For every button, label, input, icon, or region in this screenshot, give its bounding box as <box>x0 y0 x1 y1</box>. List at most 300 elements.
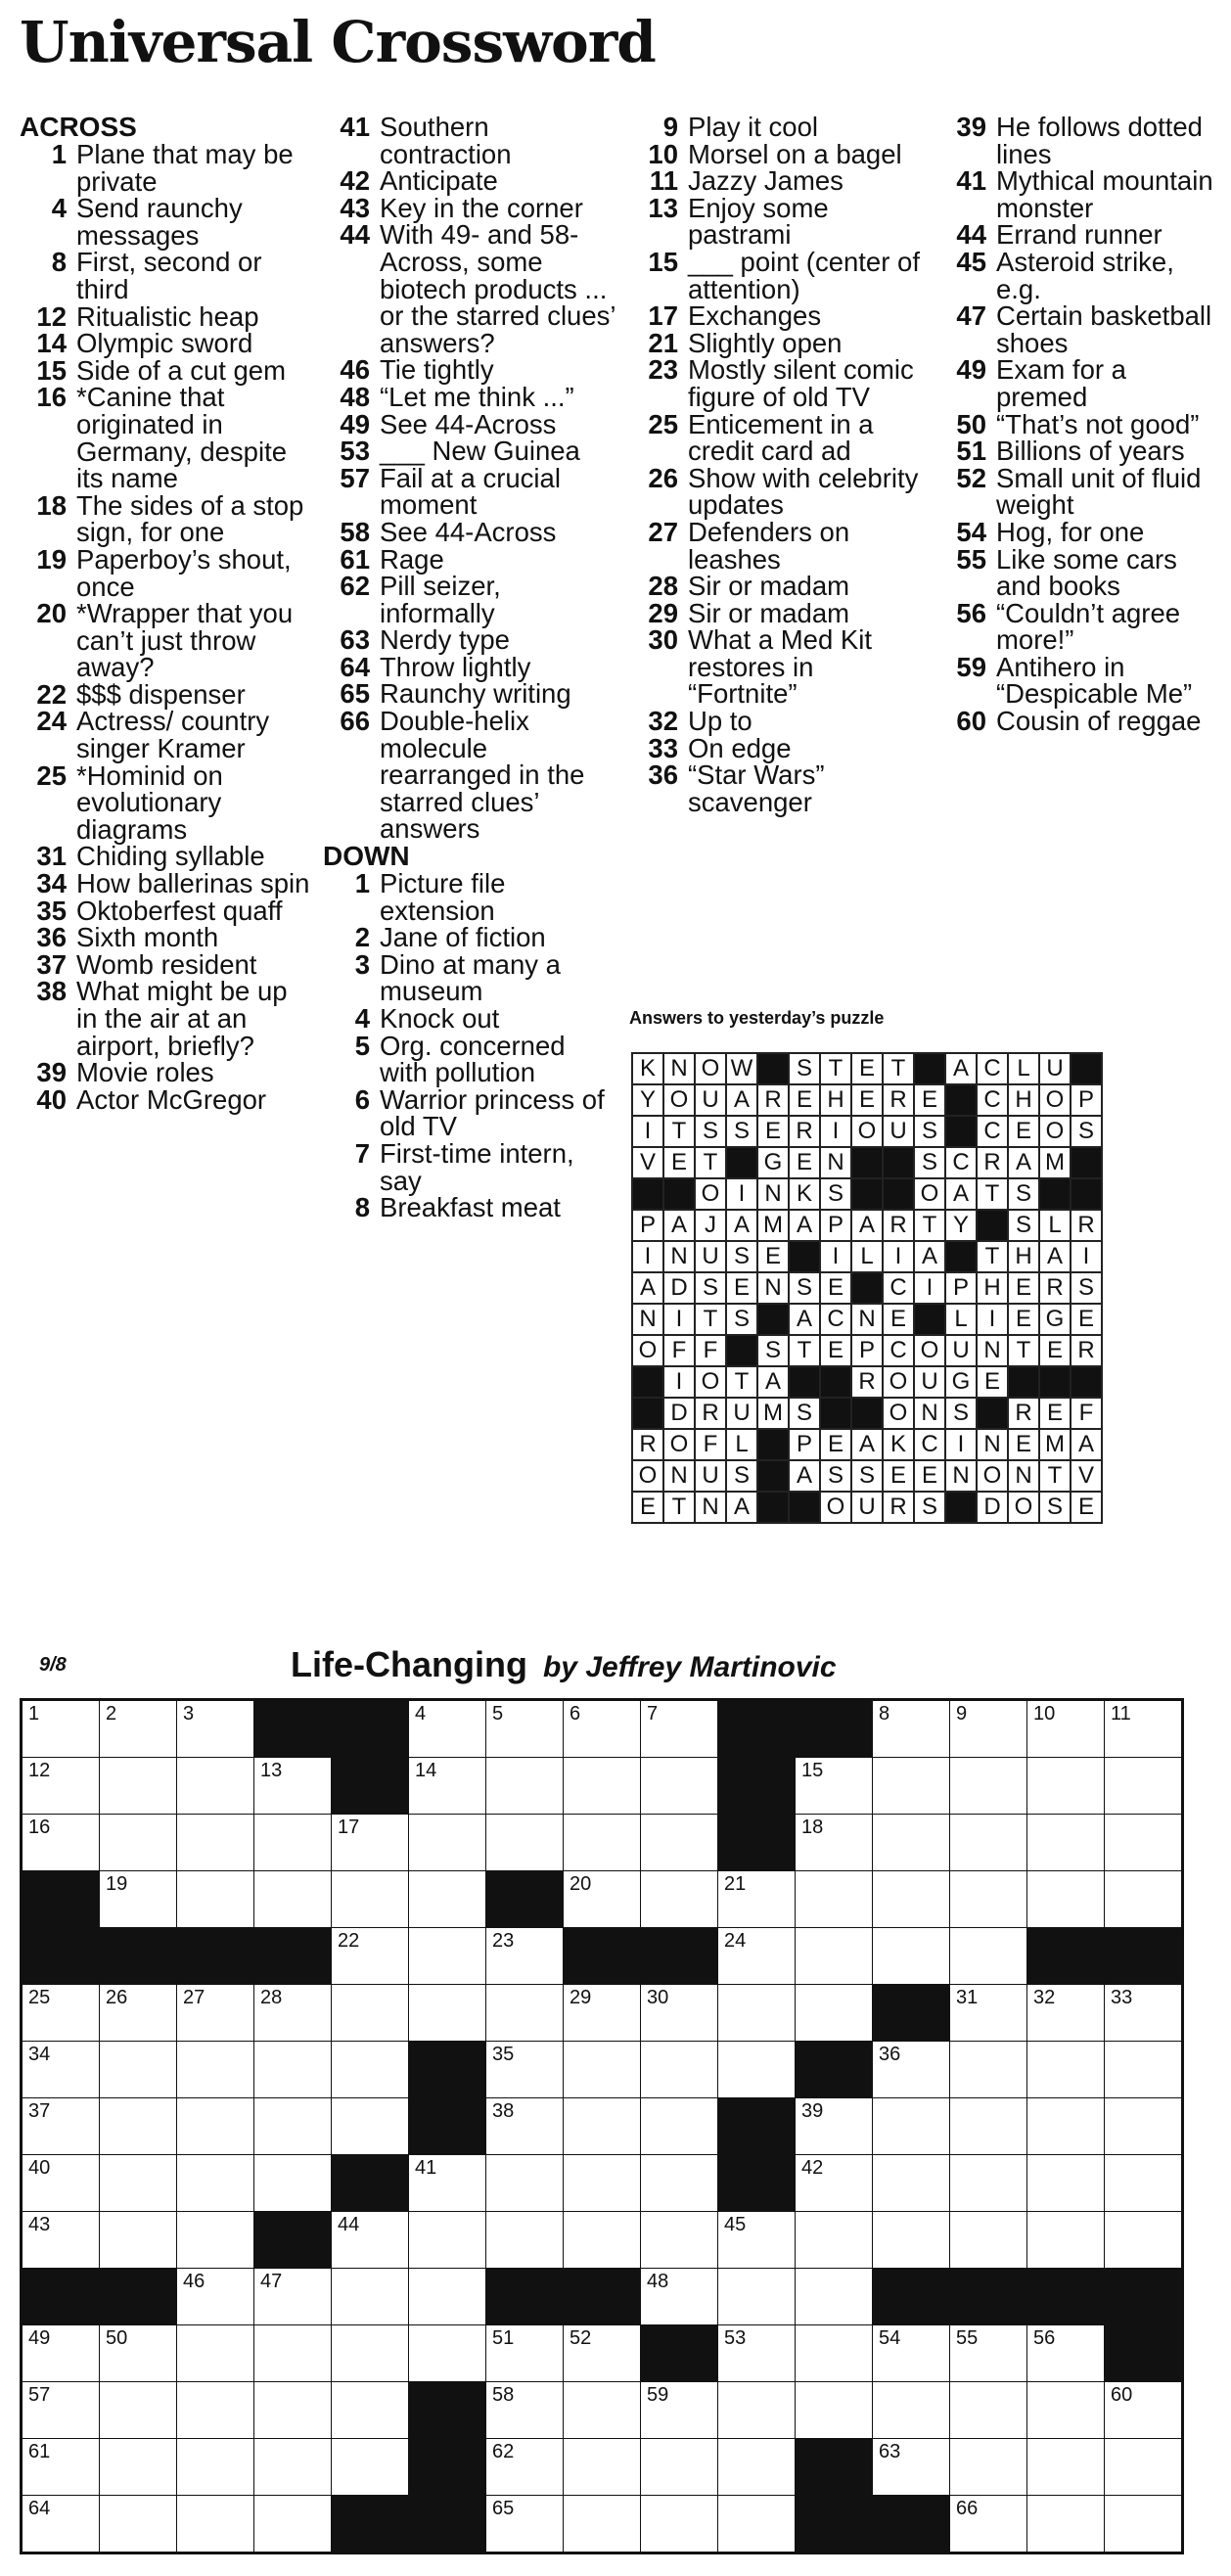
answer-black-square <box>945 1116 977 1147</box>
grid-cell[interactable] <box>177 2269 254 2325</box>
clue-number: 61 <box>340 543 370 575</box>
clue-number: 59 <box>956 651 986 682</box>
grid-cell[interactable] <box>1105 2155 1183 2212</box>
grid-cell[interactable] <box>486 1815 564 1871</box>
answer-letter-cell: A <box>663 1210 695 1241</box>
clue-number: 30 <box>648 624 678 656</box>
down-clue <box>631 626 925 708</box>
grid-cell[interactable] <box>1027 2098 1105 2155</box>
grid-cell[interactable] <box>950 2098 1027 2155</box>
grid-cell[interactable] <box>1027 2439 1105 2496</box>
grid-cell[interactable] <box>796 1871 873 1928</box>
grid-cell[interactable] <box>950 1758 1027 1815</box>
grid-cell[interactable] <box>718 2212 796 2269</box>
grid-cell[interactable] <box>332 2098 409 2155</box>
grid-cell[interactable] <box>100 2325 177 2382</box>
grid-cell[interactable] <box>873 2042 950 2098</box>
grid-cell[interactable] <box>718 2382 796 2439</box>
grid-cell[interactable] <box>641 2155 718 2212</box>
grid-cell[interactable] <box>100 1985 177 2042</box>
grid-cell[interactable] <box>254 1815 332 1871</box>
black-square <box>177 1928 254 1985</box>
clue-text: Errand runner <box>996 219 1163 251</box>
grid-cell[interactable] <box>564 1700 641 1758</box>
grid-cell[interactable] <box>641 2212 718 2269</box>
grid-cell[interactable] <box>486 2042 564 2098</box>
grid-cell[interactable] <box>1105 2212 1183 2269</box>
answer-black-square <box>820 1366 851 1398</box>
grid-cell[interactable] <box>254 2382 332 2439</box>
grid-cell[interactable] <box>796 2212 873 2269</box>
clue-number: 35 <box>36 895 67 926</box>
answer-letter-cell: P <box>851 1335 883 1366</box>
grid-cell[interactable] <box>796 1928 873 1985</box>
grid-cell[interactable] <box>873 1815 950 1871</box>
clue-text: Nerdy type <box>380 624 510 656</box>
across-clue <box>323 651 616 682</box>
grid-cell[interactable] <box>100 2098 177 2155</box>
grid-cell[interactable] <box>1027 2042 1105 2098</box>
grid-cell[interactable] <box>718 2325 796 2382</box>
grid-cell[interactable] <box>641 1700 718 1758</box>
answer-letter-cell: I <box>632 1116 663 1147</box>
grid-cell[interactable] <box>1027 1700 1105 1758</box>
down-clue <box>939 651 1223 710</box>
grid-cell[interactable] <box>873 2098 950 2155</box>
answer-letter-cell: A <box>1039 1241 1071 1272</box>
grid-cell[interactable] <box>486 2382 564 2439</box>
grid-cell[interactable] <box>332 1871 409 1928</box>
grid-cell[interactable] <box>409 2269 486 2325</box>
across-clue <box>323 381 616 412</box>
grid-cell[interactable] <box>100 2155 177 2212</box>
down-clue <box>631 327 925 358</box>
grid-cell[interactable] <box>796 1758 873 1815</box>
grid-cell[interactable] <box>22 2098 100 2155</box>
grid-cell[interactable] <box>100 2212 177 2269</box>
grid-cell[interactable] <box>718 1985 796 2042</box>
grid-cell[interactable] <box>254 2269 332 2325</box>
grid-cell[interactable] <box>254 2325 332 2382</box>
grid-cell[interactable] <box>177 1758 254 1815</box>
grid-cell[interactable] <box>254 2439 332 2496</box>
grid-cell[interactable] <box>641 2269 718 2325</box>
grid-cell[interactable] <box>486 1985 564 2042</box>
grid-cell[interactable] <box>873 1871 950 1928</box>
grid-cell[interactable] <box>100 2439 177 2496</box>
grid-cell[interactable] <box>1027 1985 1105 2042</box>
answer-letter-cell: G <box>1039 1304 1071 1335</box>
cell-number: 7 <box>647 1703 659 1725</box>
grid-cell[interactable] <box>796 2382 873 2439</box>
clue-number: 17 <box>648 300 678 332</box>
clue-text: Jane of fiction <box>380 922 546 953</box>
grid-cell[interactable] <box>409 1758 486 1815</box>
across-clue <box>20 1059 313 1086</box>
grid-cell[interactable] <box>718 2042 796 2098</box>
grid-cell[interactable] <box>486 2496 564 2553</box>
grid-cell[interactable] <box>254 2098 332 2155</box>
black-square <box>1105 2269 1183 2325</box>
grid-cell[interactable] <box>641 2382 718 2439</box>
grid-cell[interactable] <box>1027 2325 1105 2382</box>
answer-letter-cell: C <box>977 1053 1008 1084</box>
grid-cell[interactable] <box>564 2155 641 2212</box>
clue-text: With 49- and 58-Across, some biotech products ... or the starred clues’ answers? <box>380 219 616 358</box>
answer-letter-cell: R <box>1071 1210 1102 1241</box>
grid-cell[interactable] <box>950 1871 1027 1928</box>
grid-cell[interactable] <box>177 1985 254 2042</box>
answer-letter-cell: I <box>945 1429 977 1460</box>
grid-cell[interactable] <box>22 2496 100 2553</box>
grid-cell[interactable] <box>641 2439 718 2496</box>
clue-number: 48 <box>340 381 370 412</box>
grid-cell[interactable] <box>332 2382 409 2439</box>
cell-number: 25 <box>28 1987 51 2008</box>
grid-cell[interactable] <box>641 2042 718 2098</box>
grid-cell[interactable] <box>22 2325 100 2382</box>
cell-number: 63 <box>879 2441 901 2462</box>
answer-letter-cell: U <box>726 1398 757 1429</box>
grid-cell[interactable] <box>409 1985 486 2042</box>
across-clue <box>323 626 616 654</box>
clue-text: Show with celebrity updates <box>688 462 919 521</box>
grid-cell[interactable] <box>409 2155 486 2212</box>
grid-cell[interactable] <box>1105 1815 1183 1871</box>
grid-cell[interactable] <box>22 2439 100 2496</box>
grid-cell[interactable] <box>22 1700 100 1758</box>
down-clue <box>939 437 1223 465</box>
answer-letter-cell: T <box>726 1366 757 1398</box>
cell-number: 43 <box>28 2214 51 2235</box>
grid-cell[interactable] <box>22 2382 100 2439</box>
grid-cell[interactable] <box>332 2269 409 2325</box>
grid-cell[interactable] <box>332 2042 409 2098</box>
grid-cell[interactable] <box>409 2325 486 2382</box>
grid-cell[interactable] <box>22 1758 100 1815</box>
grid-cell[interactable] <box>873 2155 950 2212</box>
grid-cell[interactable] <box>332 2439 409 2496</box>
black-square <box>796 2042 873 2098</box>
across-heading: ACROSS <box>20 112 137 142</box>
grid-cell[interactable] <box>1105 2098 1183 2155</box>
grid-cell[interactable] <box>409 1871 486 1928</box>
grid-cell[interactable] <box>100 1815 177 1871</box>
grid-cell[interactable] <box>254 2042 332 2098</box>
answer-letter-cell: T <box>977 1241 1008 1272</box>
grid-cell[interactable] <box>796 2155 873 2212</box>
grid-cell[interactable] <box>100 1871 177 1928</box>
answer-letter-cell: E <box>883 1304 914 1335</box>
grid-cell[interactable] <box>564 2098 641 2155</box>
grid-cell[interactable] <box>564 2042 641 2098</box>
answer-letter-cell: N <box>977 1429 1008 1460</box>
answer-letter-cell: I <box>663 1304 695 1335</box>
answer-letter-cell: T <box>663 1492 695 1523</box>
grid-cell[interactable] <box>486 2212 564 2269</box>
grid-cell[interactable] <box>177 1815 254 1871</box>
answer-letter-cell: H <box>1008 1241 1039 1272</box>
clue-text: Hog, for one <box>996 516 1145 547</box>
grid-cell[interactable] <box>1105 2382 1183 2439</box>
clue-text: Movie roles <box>76 1057 214 1088</box>
across-clue <box>323 437 616 465</box>
grid-cell[interactable] <box>254 1871 332 1928</box>
answer-letter-cell: N <box>663 1241 695 1272</box>
grid-cell[interactable] <box>1027 1871 1105 1928</box>
grid-cell[interactable] <box>564 1758 641 1815</box>
grid-cell[interactable] <box>564 2496 641 2553</box>
answer-letter-cell: A <box>757 1366 789 1398</box>
cell-number: 49 <box>28 2327 51 2349</box>
cell-number: 34 <box>28 2044 51 2065</box>
grid-cell[interactable] <box>564 2212 641 2269</box>
black-square <box>796 2496 873 2553</box>
grid-cell[interactable] <box>564 2382 641 2439</box>
grid-cell[interactable] <box>641 2098 718 2155</box>
grid-cell[interactable] <box>486 1928 564 1985</box>
black-square <box>486 1871 564 1928</box>
grid-cell[interactable] <box>718 1871 796 1928</box>
answer-letter-cell: U <box>695 1241 726 1272</box>
answer-letter-cell: O <box>914 1335 945 1366</box>
down-clue <box>631 573 925 600</box>
grid-cell[interactable] <box>950 1815 1027 1871</box>
answer-black-square <box>977 1210 1008 1241</box>
black-square <box>409 2439 486 2496</box>
clue-number: 51 <box>956 436 986 467</box>
across-clue <box>323 708 616 843</box>
grid-cell[interactable] <box>332 1985 409 2042</box>
cell-number: 41 <box>415 2157 437 2179</box>
grid-cell[interactable] <box>100 2382 177 2439</box>
grid-cell[interactable] <box>409 2212 486 2269</box>
grid-cell[interactable] <box>873 2382 950 2439</box>
answer-letter-cell: F <box>1071 1398 1102 1429</box>
grid-cell[interactable] <box>22 1985 100 2042</box>
across-clue <box>20 843 313 870</box>
black-square <box>641 2325 718 2382</box>
grid-cell[interactable] <box>641 1985 718 2042</box>
grid-cell[interactable] <box>1027 2382 1105 2439</box>
grid-cell[interactable] <box>332 2325 409 2382</box>
grid-cell[interactable] <box>950 2439 1027 2496</box>
answer-letter-cell: R <box>883 1210 914 1241</box>
grid-cell[interactable] <box>177 2496 254 2553</box>
grid-cell[interactable] <box>873 1758 950 1815</box>
answer-black-square <box>789 1241 820 1272</box>
answer-letter-cell: E <box>789 1084 820 1116</box>
grid-cell[interactable] <box>950 1700 1027 1758</box>
grid-cell[interactable] <box>177 2042 254 2098</box>
grid-cell[interactable] <box>1027 1815 1105 1871</box>
grid-cell[interactable] <box>796 2098 873 2155</box>
answer-row <box>632 1304 1102 1335</box>
grid-cell[interactable] <box>1027 2212 1105 2269</box>
clue-number: 13 <box>648 192 678 223</box>
grid-cell[interactable] <box>254 1758 332 1815</box>
grid-cell[interactable] <box>486 2439 564 2496</box>
clue-number: 27 <box>648 516 678 547</box>
clue-text: Mostly silent comic figure of old TV <box>688 354 914 412</box>
grid-cell[interactable] <box>100 1758 177 1815</box>
grid-cell[interactable] <box>718 2269 796 2325</box>
clue-text: Antihero in “Despicable Me” <box>996 651 1193 710</box>
grid-cell[interactable] <box>1105 2042 1183 2098</box>
grid-cell[interactable] <box>950 2382 1027 2439</box>
clue-text: Up to <box>688 706 752 737</box>
grid-cell[interactable] <box>177 2212 254 2269</box>
grid-cell[interactable] <box>1105 1758 1183 1815</box>
answer-row <box>632 1084 1102 1116</box>
grid-cell[interactable] <box>873 2325 950 2382</box>
grid-cell[interactable] <box>254 2496 332 2553</box>
answer-letter-cell: I <box>632 1241 663 1272</box>
grid-cell[interactable] <box>641 1758 718 1815</box>
grid-cell[interactable] <box>332 1815 409 1871</box>
grid-cell[interactable] <box>950 1928 1027 1985</box>
grid-cell[interactable] <box>564 1871 641 1928</box>
grid-cell[interactable] <box>873 1928 950 1985</box>
answer-letter-cell: O <box>851 1116 883 1147</box>
grid-cell[interactable] <box>796 1815 873 1871</box>
answer-letter-cell: L <box>851 1241 883 1272</box>
clue-text: See 44-Across <box>380 408 557 439</box>
grid-cell[interactable] <box>100 2042 177 2098</box>
grid-cell[interactable] <box>1105 2496 1183 2553</box>
grid-cell[interactable] <box>486 2098 564 2155</box>
cell-number: 30 <box>647 1987 669 2008</box>
grid-cell[interactable] <box>100 1700 177 1758</box>
answer-letter-cell: J <box>695 1210 726 1241</box>
grid-cell[interactable] <box>950 2325 1027 2382</box>
grid-cell[interactable] <box>796 2269 873 2325</box>
grid-cell[interactable] <box>177 2155 254 2212</box>
grid-cell[interactable] <box>1105 2439 1183 2496</box>
clue-text: *Hominid on evolutionary diagrams <box>76 759 223 845</box>
grid-cell[interactable] <box>1105 1700 1183 1758</box>
grid-cell[interactable] <box>254 1985 332 2042</box>
answer-black-square <box>820 1398 851 1429</box>
across-clues-column-1 <box>20 114 313 1113</box>
grid-cell[interactable] <box>796 1985 873 2042</box>
clue-number: 28 <box>648 571 678 602</box>
answer-black-square <box>1008 1366 1039 1398</box>
grid-cell[interactable] <box>564 1815 641 1871</box>
grid-cell[interactable] <box>873 2212 950 2269</box>
clue-number: 21 <box>648 327 678 358</box>
grid-cell[interactable] <box>177 2098 254 2155</box>
grid-cell[interactable] <box>177 2382 254 2439</box>
clue-number: 36 <box>648 759 678 791</box>
grid-cell[interactable] <box>1105 1871 1183 1928</box>
grid-cell[interactable] <box>950 1985 1027 2042</box>
clue-text: “Couldn’t agree more!” <box>996 597 1181 656</box>
grid-cell[interactable] <box>873 1700 950 1758</box>
grid-cell[interactable] <box>564 1985 641 2042</box>
grid-cell[interactable] <box>409 1700 486 1758</box>
across-clue <box>323 573 616 626</box>
grid-cell[interactable] <box>873 2439 950 2496</box>
grid-cell[interactable] <box>796 2325 873 2382</box>
clue-number: 16 <box>36 382 67 413</box>
grid-cell[interactable] <box>718 1928 796 1985</box>
cell-number: 10 <box>1033 1703 1056 1725</box>
grid-cell[interactable] <box>177 1871 254 1928</box>
answer-letter-cell: G <box>757 1147 789 1178</box>
answer-letter-cell: A <box>726 1492 757 1523</box>
grid-cell[interactable] <box>950 2042 1027 2098</box>
answer-letter-cell: M <box>1039 1147 1071 1178</box>
answer-letter-cell: V <box>632 1147 663 1178</box>
across-clue <box>20 948 313 980</box>
clue-text: *Canine that originated in Germany, despite its name <box>76 382 288 494</box>
grid-cell[interactable] <box>950 2496 1027 2553</box>
grid-cell[interactable] <box>22 2155 100 2212</box>
grid-cell[interactable] <box>486 1758 564 1815</box>
down-clue <box>631 246 925 304</box>
clue-number: 43 <box>340 192 370 223</box>
grid-cell[interactable] <box>1027 2496 1105 2553</box>
grid-cell[interactable] <box>564 2325 641 2382</box>
grid-cell[interactable] <box>332 1928 409 1985</box>
grid-cell[interactable] <box>332 2212 409 2269</box>
grid-cell[interactable] <box>1027 1758 1105 1815</box>
answer-black-square <box>883 1147 914 1178</box>
grid-cell[interactable] <box>177 2325 254 2382</box>
grid-cell[interactable] <box>486 2325 564 2382</box>
answer-letter-cell: T <box>1039 1460 1071 1492</box>
answer-black-square <box>1039 1178 1071 1210</box>
grid-cell[interactable] <box>22 2212 100 2269</box>
grid-cell[interactable] <box>177 2439 254 2496</box>
down-clue <box>323 948 616 1007</box>
answer-letter-cell: S <box>1039 1492 1071 1523</box>
grid-row <box>22 1700 1183 1758</box>
grid-cell[interactable] <box>1027 2155 1105 2212</box>
clue-text: Enjoy some pastrami <box>688 192 829 251</box>
cell-number: 27 <box>183 1987 205 2008</box>
clue-number: 23 <box>648 354 678 386</box>
grid-cell[interactable] <box>950 2155 1027 2212</box>
grid-cell[interactable] <box>641 1871 718 1928</box>
down-clue <box>631 732 925 763</box>
grid-cell[interactable] <box>254 2155 332 2212</box>
grid-cell[interactable] <box>177 1700 254 1758</box>
grid-cell[interactable] <box>409 1815 486 1871</box>
answer-letter-cell: K <box>883 1429 914 1460</box>
grid-cell[interactable] <box>409 1928 486 1985</box>
clue-text: Actor McGregor <box>76 1083 267 1115</box>
grid-cell[interactable] <box>22 1815 100 1871</box>
cell-number: 54 <box>879 2327 901 2349</box>
grid-cell[interactable] <box>718 2439 796 2496</box>
grid-cell[interactable] <box>1105 1985 1183 2042</box>
grid-cell[interactable] <box>718 2496 796 2553</box>
cell-number: 37 <box>28 2100 51 2122</box>
black-square <box>22 1928 100 1985</box>
grid-cell[interactable] <box>486 1700 564 1758</box>
grid-cell[interactable] <box>564 2439 641 2496</box>
clue-text: Sixth month <box>76 922 219 953</box>
grid-cell[interactable] <box>100 2496 177 2553</box>
grid-cell[interactable] <box>486 2155 564 2212</box>
grid-cell[interactable] <box>22 2042 100 2098</box>
grid-cell[interactable] <box>641 1815 718 1871</box>
across-clue <box>323 516 616 547</box>
grid-cell[interactable] <box>950 2212 1027 2269</box>
grid-cell[interactable] <box>641 2496 718 2553</box>
